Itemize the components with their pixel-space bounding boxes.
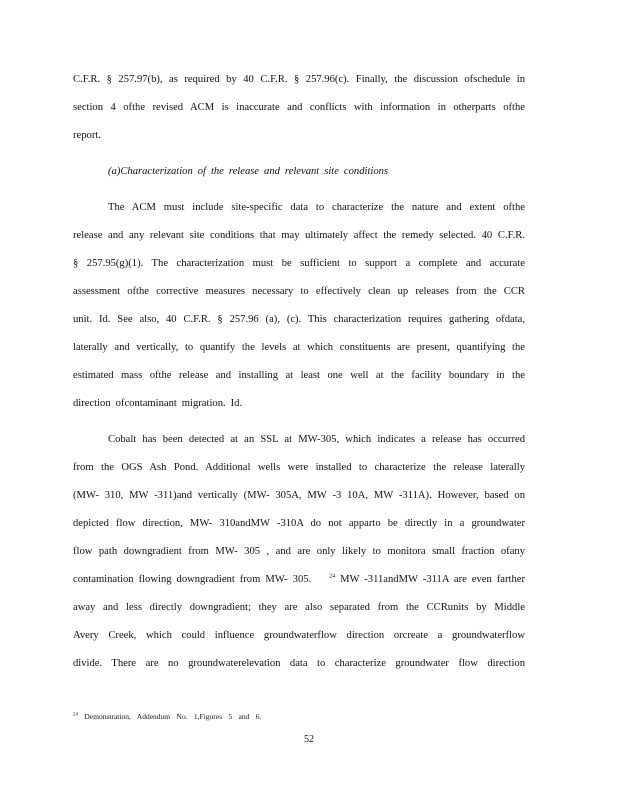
paragraph-3-line-6 bbox=[73, 573, 525, 587]
paragraph-1-line-2: section 4 ofthe revised ACM is inaccurate and conflicts with information in otherparts ofthe bbox=[73, 102, 525, 113]
paragraph-3-line-6-end bbox=[329, 573, 525, 587]
paragraph-3-line-3: (MW- 310, MW -311)and vertically (MW- 305A, MW -3 10A, MW -311A). However, based on bbox=[73, 490, 525, 501]
paragraph-2-line-5: unit. Id. See also, 40 C.F.R. § 257.96 (a), (c). This characterization requires gathering ofdata, bbox=[73, 314, 525, 325]
page-number: 52 bbox=[304, 734, 314, 745]
paragraph-3-line-2: from the OGS Ash Pond. Additional wells were installed to characterize the release laterally bbox=[73, 462, 525, 473]
paragraph-1-line-3: report. bbox=[73, 130, 101, 141]
paragraph-3-line-6-start: contamination flowing downgradient from MW- 305. bbox=[73, 574, 312, 585]
paragraph-3-line-6-rest: MW -311andMW -311A are even farther bbox=[340, 574, 525, 585]
paragraph-3-line-4: depicted flow direction, MW- 310andMW -310A do not apparto be directly in a groundwater bbox=[73, 518, 525, 529]
paragraph-2-line-1: The ACM must include site-specific data to characterize the nature and extent ofthe bbox=[108, 202, 525, 213]
paragraph-3-line-8: Avery Creek, which could influence groundwaterflow direction orcreate a groundwaterflow bbox=[73, 630, 525, 641]
paragraph-1-line-1: C.F.R. § 257.97(b), as required by 40 C.F.R. § 257.96(c). Finally, the discussion ofschedule in bbox=[73, 74, 525, 85]
section-heading: (a)Characterization of the release and relevant site conditions bbox=[108, 166, 389, 177]
footnote bbox=[73, 712, 261, 722]
paragraph-2-line-4: assessment ofthe corrective measures necessary to effectively clean up releases from the CCR bbox=[73, 286, 525, 297]
paragraph-2-line-2: release and any relevant site conditions that may ultimately affect the remedy selected. 40 C.F.R. bbox=[73, 230, 525, 241]
paragraph-2-line-3: § 257.95(g)(1). The characterization must be sufficient to support a complete and accurate bbox=[73, 258, 525, 269]
paragraph-3-line-5: flow path downgradient from MW- 305 , and are only likely to monitora small fraction ofany bbox=[73, 546, 525, 557]
paragraph-3-line-7: away and less directly downgradient; they are also separated from the CCRunits by Middle bbox=[73, 602, 525, 613]
footnote-text: Demonstration, Addendum No. 1,Figures 5 and 6. bbox=[84, 712, 262, 721]
paragraph-3-line-1: Cobalt has been detected at an SSL at MW-305, which indicates a release has occurred bbox=[108, 434, 525, 445]
footnote-reference: 24 bbox=[329, 573, 336, 580]
paragraph-2-line-6: laterally and vertically, to quantify the levels at which constituents are present, quantifying the bbox=[73, 342, 525, 353]
paragraph-2-line-7: estimated mass ofthe release and installing at least one well at the facility boundary in the bbox=[73, 370, 525, 381]
paragraph-3-line-9: divide. There are no groundwaterelevation data to characterize groundwater flow direction bbox=[73, 658, 525, 669]
paragraph-2-line-8: direction ofcontaminant migration. Id. bbox=[73, 398, 243, 409]
footnote-marker: 24 bbox=[73, 712, 78, 718]
